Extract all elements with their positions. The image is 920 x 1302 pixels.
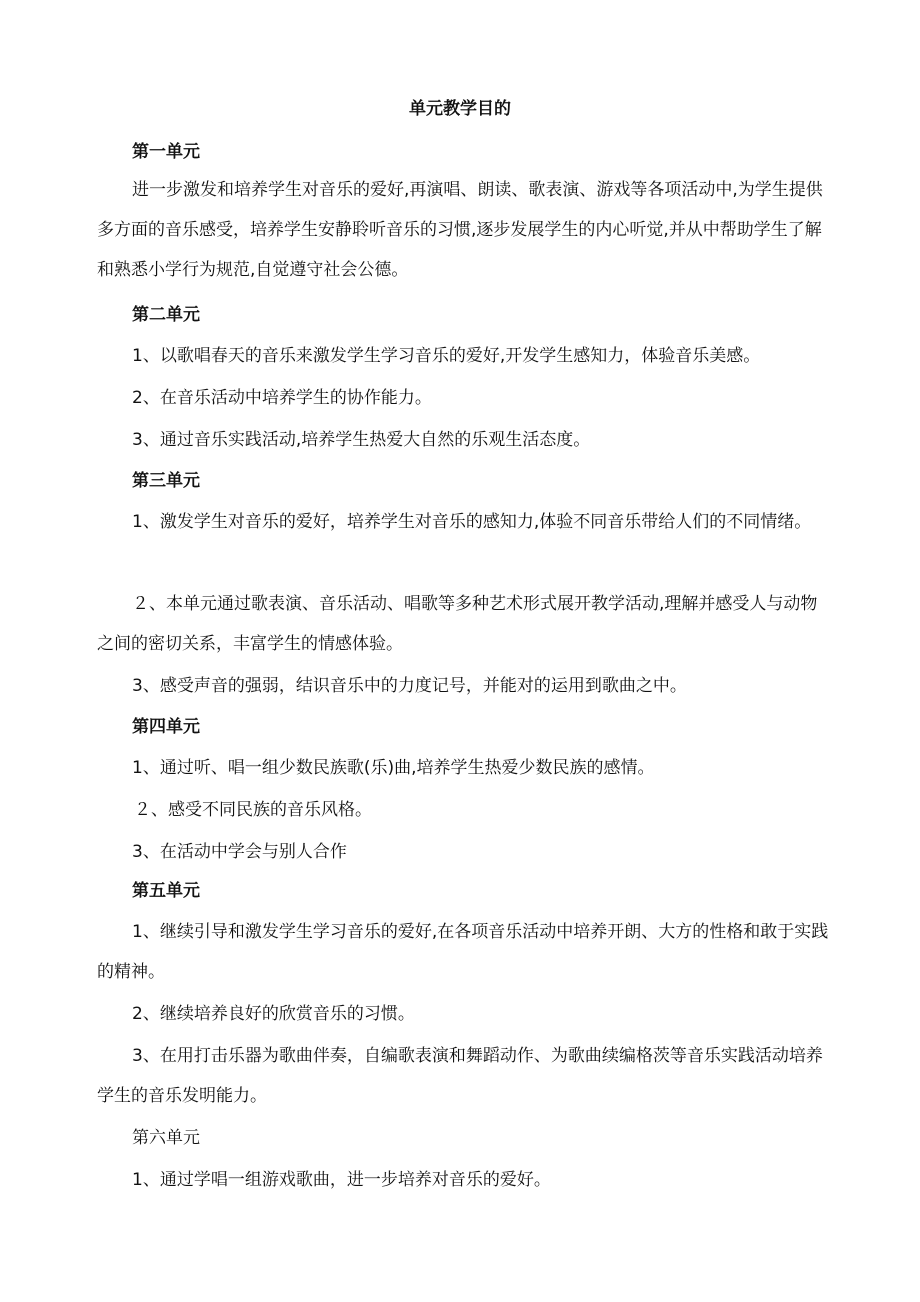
section-2-paragraph-3: 3、通过音乐实践活动,培养学生热爱大自然的乐观生活态度。 (132, 430, 591, 450)
section-3-paragraph-2: ２、本单元通过歌表演、音乐活动、唱歌等多种艺术形式展开教学活动,理解并感受人与动物之间的密切关系，丰富学生的情感体验。 (97, 594, 818, 654)
section-4-paragraph-2: ２、感受不同民族的音乐风格。 (134, 800, 372, 820)
section-heading-6: 第六单元 (132, 1128, 200, 1148)
section-heading-2: 第二单元 (132, 305, 200, 325)
section-4-paragraph-3: 3、在活动中学会与别人合作 (132, 842, 347, 862)
section-3-paragraph-3: 3、感受声音的强弱，结识音乐中的力度记号，并能对的运用到歌曲之中。 (132, 676, 687, 696)
section-heading-5: 第五单元 (132, 881, 200, 901)
section-2-paragraph-2: 2、在音乐活动中培养学生的协作能力。 (132, 388, 432, 408)
section-heading-1: 第一单元 (132, 142, 200, 162)
section-heading-4: 第四单元 (132, 717, 200, 737)
section-5-paragraph-2: 2、继续培养良好的欣赏音乐的习惯。 (132, 1004, 415, 1024)
section-5-paragraph-3: 3、在用打击乐器为歌曲伴奏，自编歌表演和舞蹈动作、为歌曲续编格茨等音乐实践活动培养学生的音乐发明能力。 (97, 1046, 823, 1106)
section-4-paragraph-1: 1、通过听、唱一组少数民族歌(乐)曲,培养学生热爱少数民族的感情。 (132, 758, 655, 778)
section-3-paragraph-1: 1、激发学生对音乐的爱好，培养学生对音乐的感知力,体验不同音乐带给人们的不同情绪。 (132, 512, 812, 532)
section-6-paragraph-1: 1、通过学唱一组游戏歌曲，进一步培养对音乐的爱好。 (132, 1170, 551, 1190)
section-5-paragraph-1: 1、继续引导和激发学生学习音乐的爱好,在各项音乐活动中培养开朗、大方的性格和敢于实践的精神。 (97, 922, 829, 982)
section-heading-3: 第三单元 (132, 471, 200, 491)
section-2-paragraph-1: 1、以歌唱春天的音乐来激发学生学习音乐的爱好,开发学生感知力，体验音乐美感。 (132, 346, 761, 366)
section-1-paragraph-1: 进一步激发和培养学生对音乐的爱好,再演唱、朗读、歌表演、游戏等各项活动中,为学生提供多方面的音乐感受，培养学生安静聆听音乐的习惯,逐步发展学生的内心听觉,并从中帮助学生了解和熟悉小学行为规范,自觉遵守社会公德。 (97, 180, 823, 280)
document-title: 单元教学目的 (409, 99, 511, 119)
